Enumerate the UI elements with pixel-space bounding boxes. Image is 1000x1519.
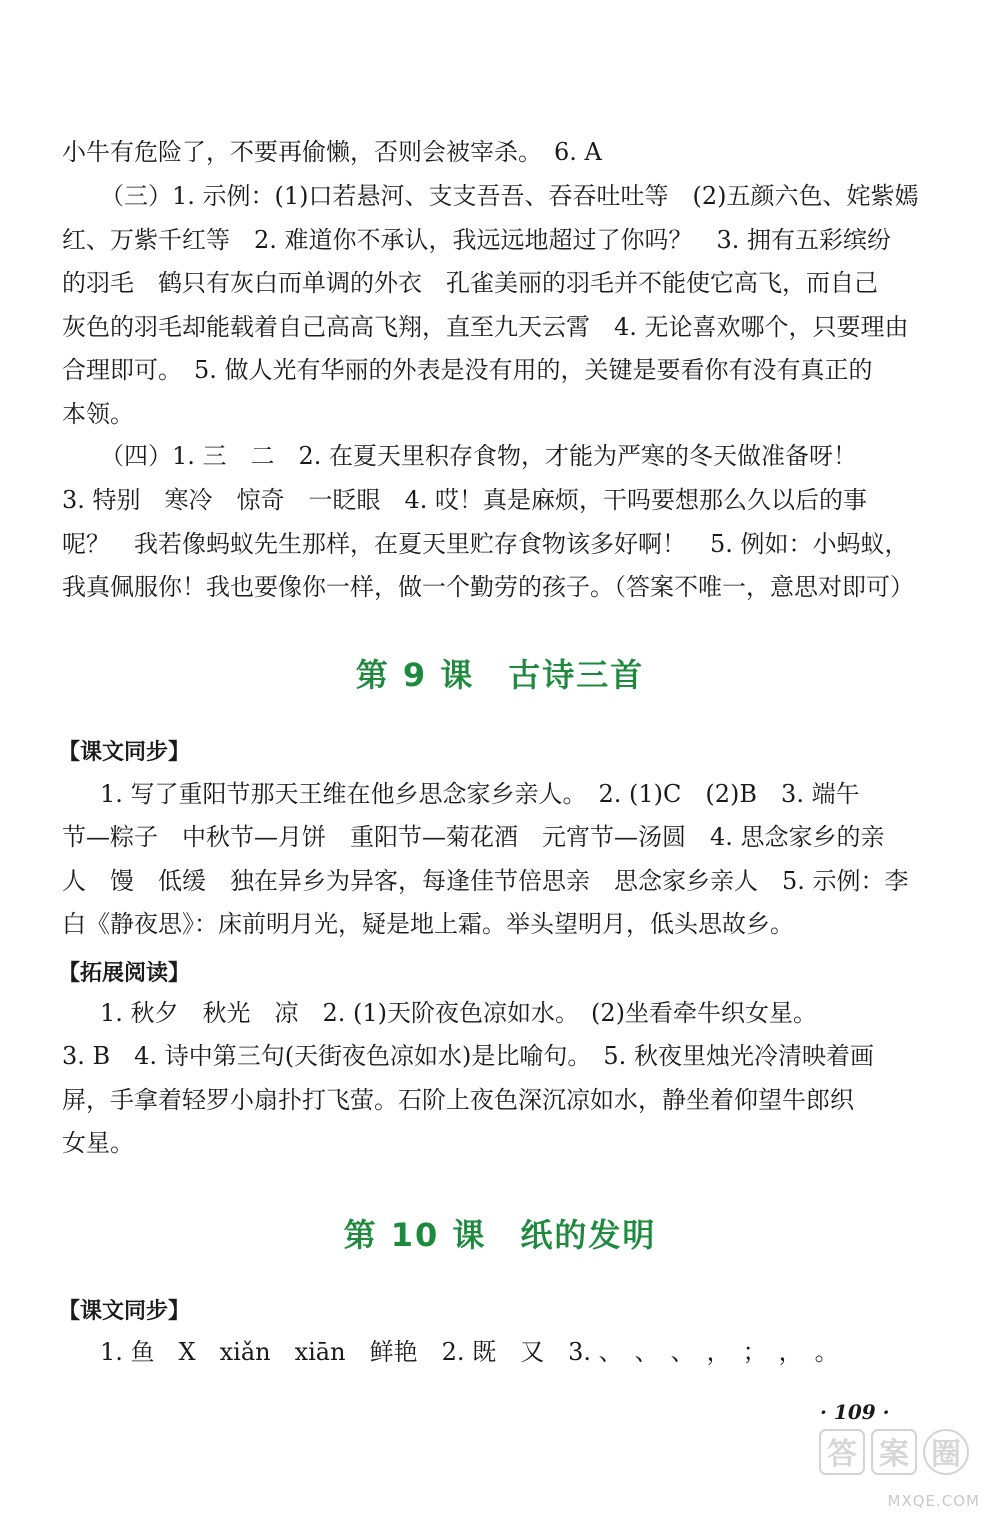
text-line: 1. 秋夕 秋光 凉 2. (1)天阶夜色凉如水。 (2)坐看牵牛织女星。	[100, 999, 818, 1027]
text-line: （四）1. 三 二 2. 在夏天里积存食物，才能为严寒的冬天做准备呀！	[100, 442, 858, 470]
page-number: · 109 ·	[820, 1400, 890, 1424]
watermark-text: MXQE.COM	[887, 1492, 980, 1510]
lesson-9-title: 第 9 课 古诗三首	[355, 656, 645, 694]
text-line: 白《静夜思》：床前明月光，疑是地上霜。举头望明月，低头思故乡。	[62, 910, 794, 938]
text-line: 红、万紫千红等 2. 难道你不承认，我远远地超过了你吗？ 3. 拥有五彩缤纷	[62, 226, 892, 254]
text-line: 本领。	[62, 400, 134, 428]
text-line: 1. 写了重阳节那天王维在他乡思念家乡亲人。 2. (1)C (2)B 3. 端午	[100, 780, 860, 808]
text-line: 3. 特别 寒冷 惊奇 一眨眼 4. 哎！真是麻烦，干吗要想那么久以后的事	[62, 486, 868, 514]
section-heading-sync: 【课文同步】	[58, 1299, 191, 1324]
text-line: 小牛有危险了，不要再偷懒，否则会被宰杀。 6. A	[62, 138, 602, 166]
section-heading-sync: 【课文同步】	[58, 740, 191, 765]
watermark-logo-char: 圈	[931, 1437, 961, 1472]
text-line: 呢？ 我若像蚂蚁先生那样，在夏天里贮存食物该多好啊！ 5. 例如：小蚂蚁，	[62, 530, 909, 558]
section-heading-extended-reading: 【拓展阅读】	[58, 961, 191, 986]
text-line: 合理即可。 5. 做人光有华丽的外表是没有用的，关键是要看你有没有真正的	[62, 356, 873, 384]
text-line: 1. 鱼 X xiǎn xiān 鲜艳 2. 既 又 3. 、 、 、 ， ； ， 。	[100, 1338, 839, 1366]
text-line: （三）1. 示例：(1)口若悬河、支支吾吾、吞吞吐吐等 (2)五颜六色、姹紫嫣	[100, 182, 919, 210]
watermark-logo-char: 答	[827, 1437, 857, 1472]
text-line: 节—粽子 中秋节—月饼 重阳节—菊花酒 元宵节—汤圆 4. 思念家乡的亲	[62, 823, 885, 851]
watermark-logo-char: 案	[879, 1437, 909, 1472]
text-line: 我真佩服你！我也要像你一样，做一个勤劳的孩子。（答案不唯一，意思对即可）	[62, 573, 914, 601]
text-line: 灰色的羽毛却能载着自己高高飞翔，直至九天云霄 4. 无论喜欢哪个，只要理由	[62, 313, 909, 341]
text-line: 的羽毛 鹤只有灰白而单调的外衣 孔雀美丽的羽毛并不能使它高飞，而自己	[62, 269, 878, 297]
text-line: 人 馒 低缓 独在异乡为异客，每逢佳节倍思亲 思念家乡亲人 5. 示例：李	[62, 867, 909, 895]
text-line: 3. B 4. 诗中第三句(天街夜色凉如水)是比喻句。 5. 秋夜里烛光冷清映着画	[62, 1042, 874, 1070]
text-line: 屏，手拿着轻罗小扇扑打飞萤。石阶上夜色深沉凉如水，静坐着仰望牛郎织	[62, 1086, 854, 1114]
lesson-10-title: 第 10 课 纸的发明	[343, 1216, 657, 1254]
text-line: 女星。	[62, 1129, 134, 1157]
